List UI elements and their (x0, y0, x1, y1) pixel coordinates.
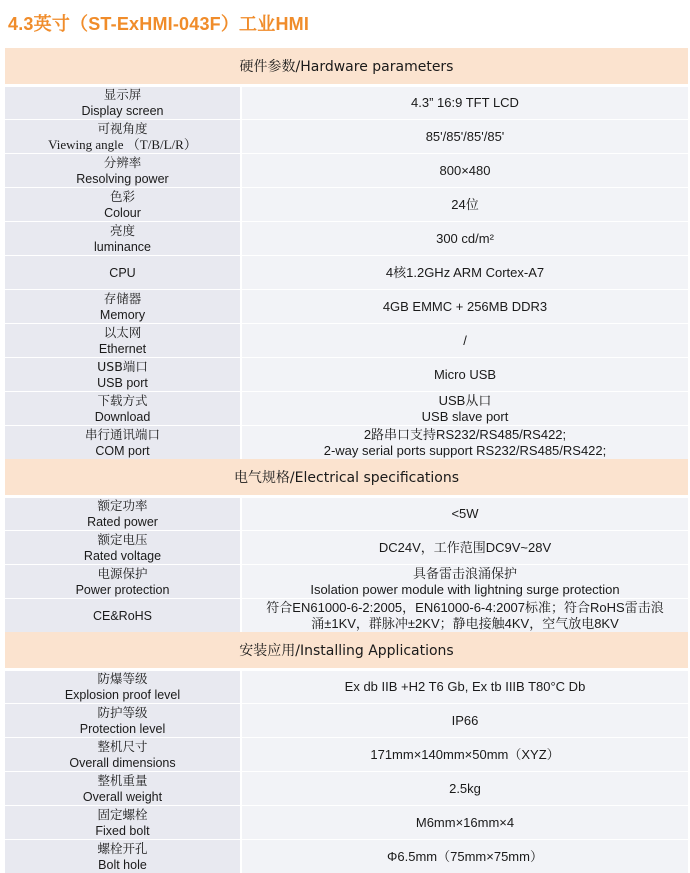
row-label (5, 426, 242, 459)
label-en: Power protection (75, 582, 170, 597)
table-row (5, 153, 688, 187)
value-text: DC24V，工作范围DC9V~28V (378, 539, 552, 555)
label-en: Display screen (81, 104, 164, 118)
row-value (242, 738, 688, 771)
row-value (242, 120, 688, 153)
table-row (5, 598, 688, 632)
value-text-secondary: Isolation power module with lightning surge protection (310, 581, 620, 597)
label-en: Memory (99, 307, 146, 322)
table-row (5, 119, 688, 153)
row-value (242, 426, 688, 459)
value-text: 2.5kg (449, 780, 481, 796)
label-en: Download (94, 409, 151, 424)
value-text: Micro USB (433, 366, 497, 382)
label-zh: 电源保护 (97, 565, 148, 581)
label-en: Colour (104, 205, 141, 220)
value-text: M6mm×16mm×4 (415, 814, 515, 830)
spec-table (5, 48, 688, 873)
row-label (5, 671, 242, 703)
value-text-secondary: USB slave port (421, 408, 509, 424)
table-row (5, 669, 688, 703)
value-text: <5W (451, 506, 479, 521)
row-label (5, 599, 242, 632)
table-row (5, 425, 688, 459)
value-text: 24位 (451, 196, 479, 212)
value-text: 85'/85'/85'/85' (425, 128, 505, 144)
row-value (242, 498, 688, 530)
table-row (5, 530, 688, 564)
row-label (5, 772, 242, 805)
label-en: luminance (94, 239, 151, 254)
row-value (242, 704, 688, 737)
label-zh: 额定功率 (97, 498, 148, 513)
label-en: Bolt hole (98, 857, 147, 872)
label-zh: 亮度 (109, 222, 135, 238)
row-value (242, 565, 688, 598)
row-value (242, 531, 688, 564)
label-zh: 防护等级 (97, 704, 148, 720)
row-value (242, 671, 688, 703)
value-text: 300 cd/m² (436, 230, 494, 246)
row-label (5, 531, 242, 564)
label-zh: 显示屏 (103, 87, 142, 102)
label-zh: 以太网 (103, 324, 142, 340)
label-en: Explosion proof level (64, 688, 181, 702)
table-row (5, 771, 688, 805)
row-label (5, 565, 242, 598)
value-text-secondary: 涌±1KV，群脉冲±2KV；静电接触4KV，空气放电8KV (311, 615, 619, 631)
value-text: Ex db IIB +H2 T6 Gb, Ex tb IIIB T80°C Db (344, 679, 586, 694)
table-row (5, 323, 688, 357)
value-text: 4核1.2GHz ARM Cortex-A7 (385, 264, 545, 280)
table-row (5, 221, 688, 255)
value-text: IP66 (451, 712, 479, 728)
label-en: Fixed bolt (95, 823, 150, 838)
row-label (5, 392, 242, 425)
value-text: USB从口 (438, 392, 492, 408)
value-text: 171mm×140mm×50mm（XYZ） (370, 746, 560, 762)
row-value (242, 806, 688, 839)
value-text: 符合EN61000-6-2:2005，EN61000-6-4:2007标准；符合RoHS雷击浪 (266, 599, 664, 615)
row-value (242, 188, 688, 221)
table-row (5, 703, 688, 737)
label-zh: 防爆等级 (97, 671, 148, 686)
table-row (5, 496, 688, 530)
row-label (5, 188, 242, 221)
label-en: Viewing angle （T/B/L/R） (48, 136, 197, 152)
label-zh: 螺栓开孔 (97, 840, 148, 856)
row-value (242, 154, 688, 187)
section-header-electrical: 电气规格/Electrical specifications (5, 459, 688, 496)
table-row (5, 391, 688, 425)
label-en: Rated voltage (83, 548, 162, 563)
table-row (5, 357, 688, 391)
label-zh: 存储器 (103, 290, 142, 306)
row-label (5, 256, 242, 289)
value-text: 2路串口支持RS232/RS485/RS422; (363, 426, 567, 442)
label-zh: 分辨率 (103, 154, 142, 170)
row-value (242, 599, 688, 632)
label-en: Ethernet (98, 341, 147, 356)
table-row (5, 564, 688, 598)
row-value (242, 840, 688, 873)
row-value (242, 324, 688, 357)
row-label (5, 222, 242, 255)
value-text: 4GB EMMC + 256MB DDR3 (382, 298, 548, 314)
section-header-hardware: 硬件参数/Hardware parameters (5, 48, 688, 85)
table-row (5, 289, 688, 323)
table-row (5, 85, 688, 119)
label-zh: 额定电压 (97, 531, 148, 547)
value-text: Φ6.5mm（75mm×75mm） (387, 848, 543, 864)
row-value (242, 256, 688, 289)
row-value (242, 87, 688, 119)
section-header-installing: 安装应用/Installing Applications (5, 632, 688, 669)
row-label (5, 87, 242, 119)
row-label (5, 120, 242, 153)
row-label (5, 840, 242, 873)
label-en: CPU (109, 265, 136, 280)
label-zh: 整机重量 (97, 772, 148, 788)
page-title: 4.3英寸（ST-ExHMI-043F）工业HMI (8, 14, 310, 34)
value-text: 800×480 (439, 162, 491, 178)
table-row (5, 187, 688, 221)
label-en: Resolving power (76, 171, 169, 186)
label-en: Overall weight (82, 789, 163, 804)
label-zh: 色彩 (109, 188, 135, 204)
label-en: Protection level (79, 721, 166, 736)
table-row (5, 255, 688, 289)
label-zh: 整机尺寸 (97, 738, 148, 754)
label-zh: 可视角度 (97, 120, 148, 136)
value-text: 具备雷击浪涌保护 (412, 565, 517, 581)
table-row (5, 805, 688, 839)
row-value (242, 222, 688, 255)
label-zh: 下载方式 (97, 392, 148, 408)
row-label (5, 806, 242, 839)
label-zh: 固定螺栓 (97, 806, 148, 822)
label-en: Overall dimensions (69, 755, 176, 770)
row-label (5, 498, 242, 530)
value-text: / (463, 332, 467, 348)
label-zh: USB端口 (97, 358, 148, 374)
row-value (242, 290, 688, 323)
row-label (5, 358, 242, 391)
table-row (5, 839, 688, 873)
table-row (5, 737, 688, 771)
row-label (5, 738, 242, 771)
value-text-secondary: 2-way serial ports support RS232/RS485/RS422; (323, 442, 607, 458)
row-value (242, 772, 688, 805)
label-zh: 串行通讯端口 (84, 426, 160, 442)
label-en: Rated power (87, 515, 158, 529)
label-en: USB port (97, 375, 148, 390)
row-label (5, 704, 242, 737)
row-label (5, 290, 242, 323)
row-label (5, 324, 242, 357)
label-en: CE&RoHS (92, 608, 153, 623)
label-en: COM port (95, 443, 150, 458)
row-label (5, 154, 242, 187)
row-value (242, 358, 688, 391)
row-value (242, 392, 688, 425)
value-text: 4.3” 16:9 TFT LCD (411, 95, 519, 110)
